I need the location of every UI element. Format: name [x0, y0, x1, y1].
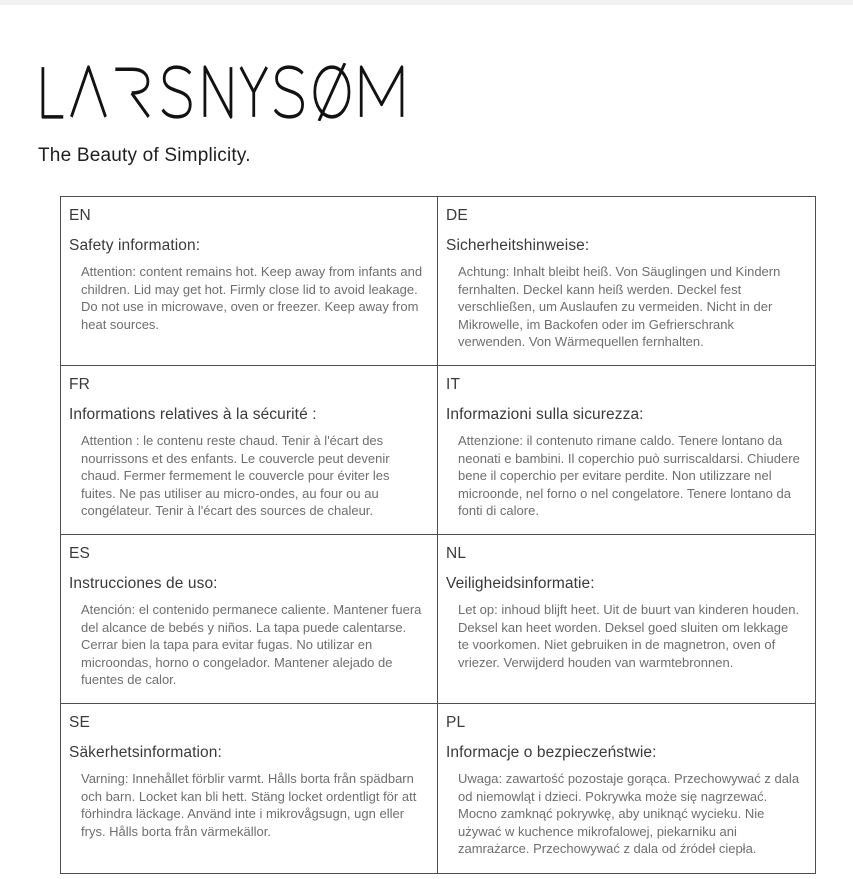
- lang-cell-nl: [438, 535, 815, 704]
- heading-se: Säkerhetsinformation:: [69, 744, 222, 761]
- logo-letter-m: [361, 67, 402, 117]
- lang-code-pl: PL: [446, 714, 466, 731]
- lang-code-se: SE: [69, 714, 91, 731]
- lang-code-fr: FR: [69, 376, 91, 393]
- heading-fr: Informations relatives à la sécurité :: [69, 406, 317, 423]
- top-edge-strip: [0, 0, 853, 5]
- lang-cell-se: [61, 704, 438, 873]
- lang-cell-fr: [61, 366, 438, 535]
- logo-letter-y: [241, 67, 267, 117]
- body-de: Achtung: Inhalt bleibt heiß. Von Säuglingen und Kindern fernhalten. Deckel kann heiß werden. Deckel fest verschließen, um Auslaufen zu vermeiden. Nicht in der Mikrowelle, im Backofen oder im Gefrierschrank verwenden. Von Wärmequellen fernhalten.: [458, 264, 781, 349]
- lang-cell-es: [61, 535, 438, 704]
- body-it: Attenzione: il contenuto rimane caldo. Tenere lontano da neonati e bambini. Il coperchio può surriscaldarsi. Chiudere bene il coperchio per evitare perdite. Non utilizzare nel microonde, nel forno o nel congelatore. Tenere lontano da fonti di calore.: [458, 433, 800, 518]
- lars-nysom-logo: [38, 63, 406, 121]
- logo-letter-n: [205, 67, 231, 117]
- lang-code-en: EN: [69, 207, 91, 224]
- lang-cell-pl: [438, 704, 815, 873]
- brand-tagline: The Beauty of Simplicity.: [38, 145, 251, 166]
- body-es: Atención: el contenido permanece caliente. Mantener fuera del alcance de bebés y niños. La tapa puede calentarse. Cerrar bien la tapa para evitar fugas. No utilizar en microondas, horno o congelador. Mantener alejado de fuentes de calor.: [81, 602, 422, 687]
- heading-en: Safety information:: [69, 237, 201, 254]
- heading-pl: Informacje o bezpieczeństwie:: [446, 744, 657, 761]
- lang-code-nl: NL: [446, 545, 467, 562]
- lang-code-de: DE: [446, 207, 468, 224]
- body-nl: Let op: inhoud blijft heet. Uit de buurt van kinderen houden. Deksel kan heet worden. Deksel goed sluiten om lekkage te voorkomen. Niet gebruiken in de magnetron, oven of vriezer. Verwijderd houden van warmtebronnen.: [458, 602, 800, 670]
- body-en: Attention: content remains hot. Keep away from infants and children. Lid may get hot. Firmly close lid to avoid leakage. Do not use in microwave, oven or freezer. Keep away from heat sources.: [81, 264, 423, 332]
- safety-info-table: [60, 196, 816, 874]
- logo-letter-s2: [275, 67, 303, 117]
- body-se: Varning: Innehållet förblir varmt. Hålls borta från spädbarn och barn. Locket kan bli hett. Stäng locket ordentligt för att förhindra läckage. Använd inte i mikrovågsugn, ugn eller frys. Hålls borta från värmekällor.: [81, 771, 417, 839]
- heading-it: Informazioni sulla sicurezza:: [446, 406, 644, 423]
- heading-nl: Veiligheidsinformatie:: [446, 575, 595, 592]
- logo-letter-s: [163, 67, 191, 117]
- lang-cell-en: [61, 197, 438, 366]
- lang-cell-it: [438, 366, 815, 535]
- body-pl: Uwaga: zawartość pozostaje gorąca. Przechowywać z dala od niemowląt i dzieci. Pokrywka może się nagrzewać. Mocno zamknąć pokrywkę, aby uniknąć wycieku. Nie używać w kuchence mikrofalowej, piekarniku ani zamrażarce. Przechowywać z dala od źródeł ciepła.: [458, 771, 800, 856]
- logo-letter-l: [43, 67, 63, 117]
- lang-code-it: IT: [446, 376, 461, 393]
- heading-es: Instrucciones de uso:: [69, 575, 218, 592]
- lang-cell-de: [438, 197, 815, 366]
- logo-letter-r: [115, 69, 148, 117]
- body-fr: Attention : le contenu reste chaud. Tenir à l'écart des nourrissons et des enfants. Le couvercle peut devenir chaud. Fermer fermement le couvercle pour éviter les fuites. Ne pas utiliser au micro-ondes, au four ou au congélateur. Tenir à l'écart des sources de chaleur.: [81, 433, 390, 518]
- lang-code-es: ES: [69, 545, 91, 562]
- heading-de: Sicherheitshinweise:: [446, 237, 590, 254]
- logo-letter-a: [71, 67, 105, 117]
- brand-header: [38, 63, 406, 167]
